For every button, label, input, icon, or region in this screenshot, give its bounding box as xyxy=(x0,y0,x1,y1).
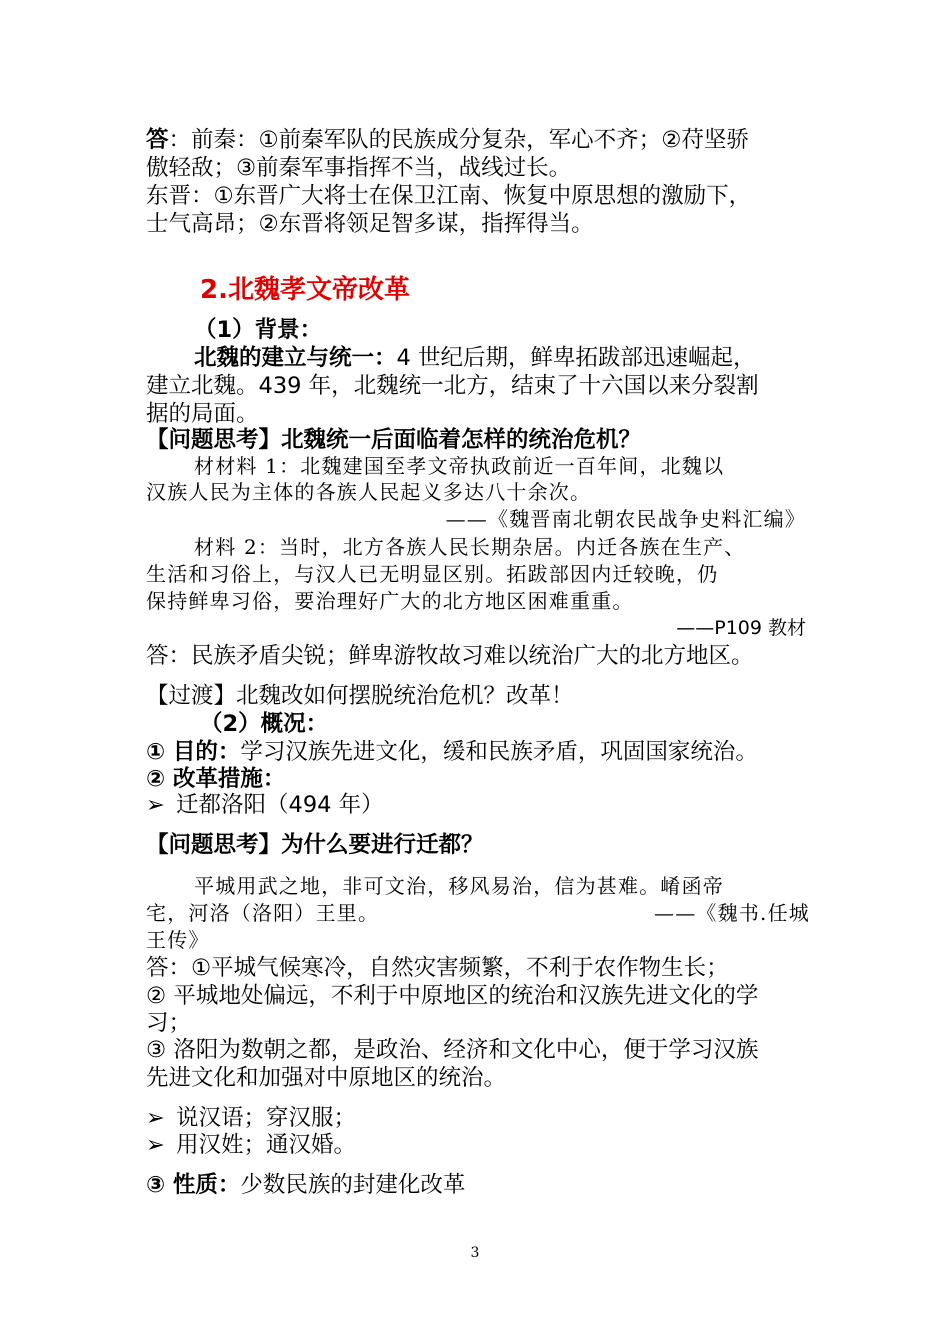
bullet-arrow-icon: ➢ xyxy=(146,792,165,818)
transition: 【过渡】北魏改如何摆脱统治危机？改革！ xyxy=(146,683,574,709)
answer2: 答：民族矛盾尖锐；鲜卑游牧故习难以统治广大的北方地区。 xyxy=(146,643,754,669)
background-line3: 据的局面。 xyxy=(146,401,259,427)
quote-line1: 平城用武之地，非可文治，移风易治，信为甚难。崤函帝 xyxy=(194,874,724,898)
measures-heading: ② 改革措施： xyxy=(146,766,286,792)
background-lead-rest: 4 世纪后期，鲜卑拓跋部迅速崛起， xyxy=(396,345,756,371)
material2-line3: 保持鲜卑习俗，要治理好广大的北方地区困难重重。 xyxy=(146,589,634,613)
material2-line2: 生活和习俗上，与汉人已无明显区别。拓跋部因内迁较晚，仍 xyxy=(146,562,719,586)
quote-source: ——《魏书.任城 xyxy=(654,901,810,925)
answer1-line2: 傲轻敌；③前秦军事指挥不当，战线过长。 xyxy=(146,155,572,181)
bullet-move-capital xyxy=(146,791,810,819)
answer1-line1-text: ：前秦：①前秦军队的民族成分复杂，军心不齐；②苻坚骄 xyxy=(168,127,749,153)
list-item xyxy=(146,1104,810,1132)
nature-line xyxy=(146,1171,810,1199)
question-1: 【问题思考】北魏统一后面临着怎样的统治危机？ xyxy=(146,427,642,453)
answer3-line5: 先进文化和加强对中原地区的统治。 xyxy=(146,1065,507,1091)
quote-line2 xyxy=(146,899,810,927)
material2-source: ——P109 教材 xyxy=(676,617,806,639)
nature-text: 少数民族的封建化改革 xyxy=(240,1172,466,1198)
overview-heading: （2）概况： xyxy=(200,711,329,737)
purpose-label: ① 目的： xyxy=(146,739,241,765)
material1-source: ——《魏晋南北朝农民战争史料汇编》 xyxy=(445,507,806,531)
bullet-arrow-icon: ➢ xyxy=(146,1105,165,1131)
answer-label: 答 xyxy=(146,127,169,153)
answer3-line4: ③ 洛阳为数朝之都，是政治、经济和文化中心，便于学习汉族 xyxy=(146,1037,759,1063)
bullet-move-capital-text: 迁都洛阳（494 年） xyxy=(176,792,384,818)
answer3-line3: 习； xyxy=(146,1010,192,1036)
material1-line2: 汉族人民为主体的各族人民起义多达八十余次。 xyxy=(146,480,592,504)
background-line2: 建立北魏。439 年，北魏统一北方，结束了十六国以来分裂割 xyxy=(146,373,759,399)
background-heading: （1）背景： xyxy=(194,317,323,343)
quote-line2-text: 宅，河洛（洛阳）王里。 xyxy=(146,901,380,925)
bullet-arrow-icon: ➢ xyxy=(146,1132,165,1158)
answer3-line2: ② 平城地处偏远，不利于中原地区的统治和汉族先进文化的学 xyxy=(146,983,759,1009)
page-number: 3 xyxy=(470,1245,480,1261)
answer1-line1 xyxy=(146,126,810,154)
list-item-text: 用汉姓；通汉婚。 xyxy=(176,1132,357,1158)
material2-line1: 材料 2：当时，北方各族人民长期杂居。内迁各族在生产、 xyxy=(194,535,746,559)
section-title: 2.北魏孝文帝改革 xyxy=(200,275,410,305)
purpose-text: 学习汉族先进文化，缓和民族矛盾，巩固国家统治。 xyxy=(240,739,758,765)
question-2: 【问题思考】为什么要进行迁都？ xyxy=(146,832,484,858)
material1-line1: 材材料 1：北魏建国至孝文帝执政前近一百年间，北魏以 xyxy=(194,454,725,478)
answer1-line3: 东晋：①东晋广大将士在保卫江南、恢复中原思想的激励下， xyxy=(146,183,752,209)
answer3-line1: 答：①平城气候寒冷，自然灾害频繁，不利于农作物生长； xyxy=(146,955,729,981)
quote-line3: 王传》 xyxy=(146,928,210,952)
background-lead: 北魏的建立与统一： xyxy=(194,345,397,371)
answer1-line4: 士气高昂；②东晋将领足智多谋，指挥得当。 xyxy=(146,211,594,237)
background-line1 xyxy=(194,344,850,372)
list-item xyxy=(146,1131,810,1159)
nature-label: ③ 性质： xyxy=(146,1172,241,1198)
list-item-text: 说汉语；穿汉服； xyxy=(176,1105,357,1131)
purpose-line xyxy=(146,738,810,766)
